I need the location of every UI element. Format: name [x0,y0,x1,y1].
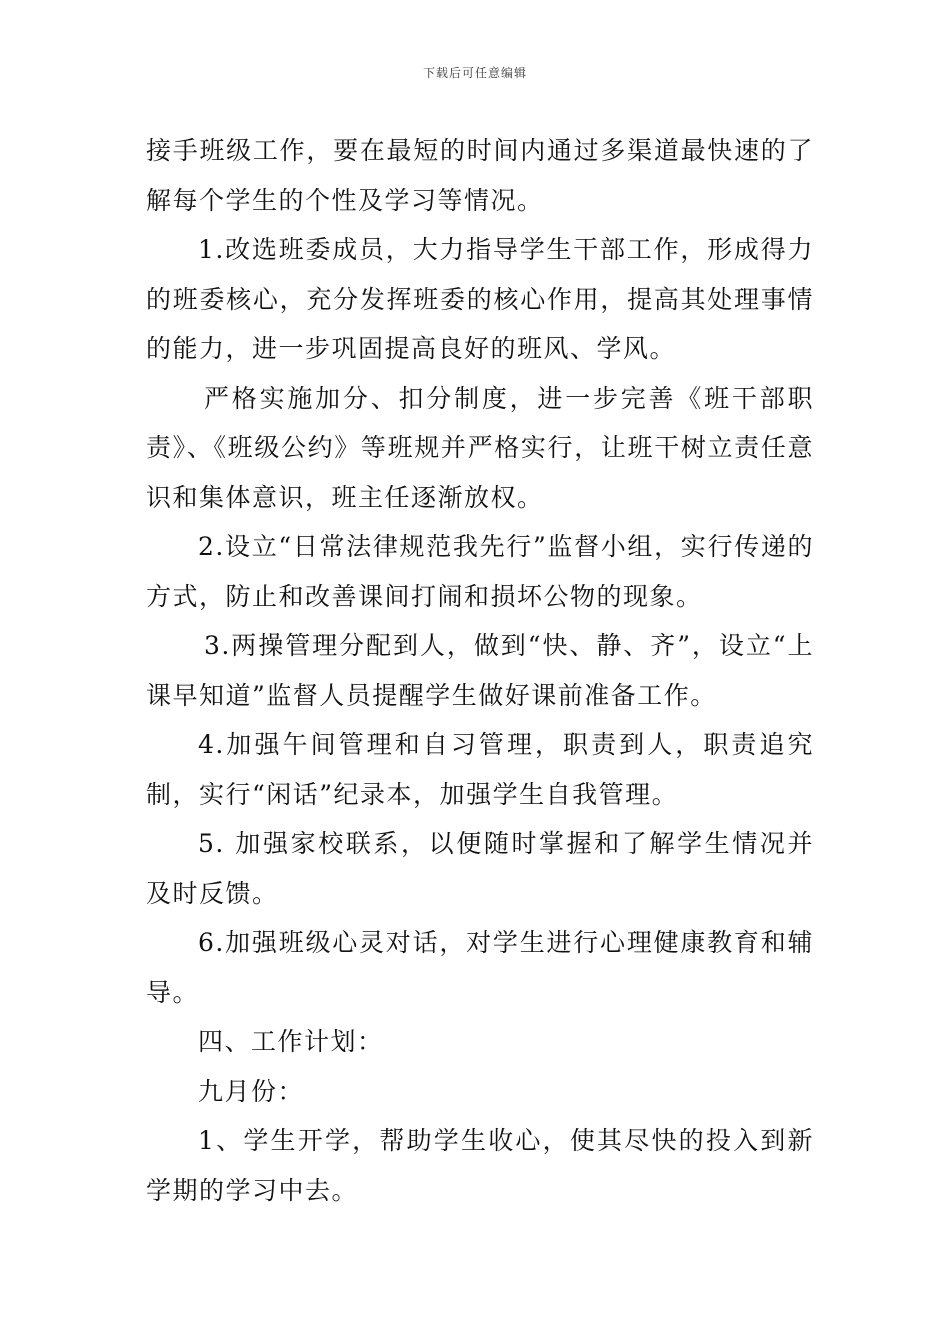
section-heading-work-plan: 四、工作计划： [198,1027,384,1056]
paragraph-intro: 接手班级工作，要在最短的时间内通过多渠道最快速的了解每个学生的个性及学习等情况。 [146,136,814,215]
document-body [146,126,814,1215]
paragraph-item-4: 4.加强午间管理和自习管理，职责到人，职责追究制，实行“闲话”纪录本，加强学生自我管理。 [146,730,814,809]
paragraph-item-5: 5. 加强家校联系，以便随时掌握和了解学生情况并及时反馈。 [146,829,814,908]
paragraph-item-1: 1.改选班委成员，大力指导学生干部工作，形成得力的班委核心，充分发挥班委的核心作用，提高其处理事情的能力，进一步巩固提高良好的班风、学风。 [146,235,814,363]
paragraph-item-2: 2.设立“日常法律规范我先行”监督小组，实行传递的方式，防止和改善课间打闹和损坏公物的现象。 [146,532,814,611]
paragraph-item-6: 6.加强班级心灵对话，对学生进行心理健康教育和辅导。 [146,928,814,1007]
paragraph-rules: 严格实施加分、扣分制度，进一步完善《班干部职责》、《班级公约》等班规并严格实行，让班干树立责任意识和集体意识，班主任逐渐放权。 [146,383,814,512]
paragraph-september-item-1: 1、学生开学，帮助学生收心，使其尽快的投入到新学期的学习中去。 [146,1126,814,1205]
paragraph-item-3: 3.两操管理分配到人，做到“快、静、齐”，设立“上课早知道”监督人员提醒学生做好课前准备工作。 [146,631,814,710]
subheading-september: 九月份： [198,1076,305,1106]
header-note: 下载后可任意编辑 [422,66,527,80]
